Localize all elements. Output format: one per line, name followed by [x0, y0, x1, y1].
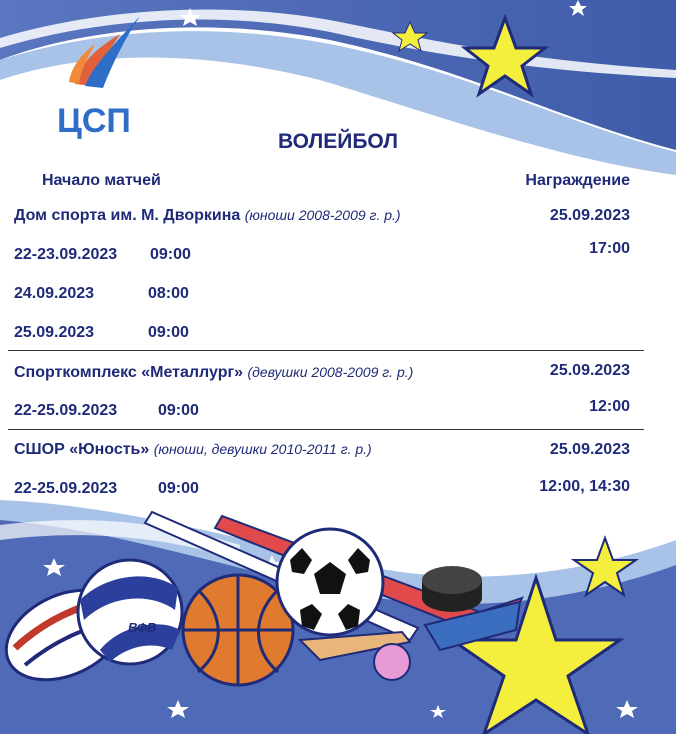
venue-name: СШОР «Юность» — [14, 441, 150, 458]
flame-logo-icon — [69, 16, 140, 88]
header-award: Награждение — [525, 172, 630, 189]
pink-ball-icon — [374, 644, 410, 680]
venue-row — [14, 441, 372, 459]
volleyball-icon — [78, 560, 182, 664]
venue-name: Спорткомплекс «Металлург» — [14, 364, 244, 381]
award-date: 25.09.2023 — [549, 207, 630, 224]
venue-row — [14, 364, 413, 382]
page-title: ВОЛЕЙБОЛ — [278, 130, 398, 153]
divider — [8, 429, 644, 430]
venue-note: (юноши 2008-2009 г. р.) — [244, 207, 401, 223]
schedule-date: 22-23.09.2023 — [14, 246, 118, 263]
logo-text: ЦСП — [57, 102, 131, 139]
ball-label: ВФВ — [128, 620, 157, 635]
header-start: Начало матчей — [42, 172, 161, 189]
schedule-date: 22-25.09.2023 — [14, 402, 118, 419]
divider — [8, 350, 644, 351]
schedule-time: 09:00 — [158, 480, 199, 497]
schedule-date: 24.09.2023 — [14, 285, 95, 302]
venue-name: Дом спорта им. М. Дворкина — [14, 207, 241, 224]
award-date: 25.09.2023 — [549, 362, 630, 379]
award-time: 12:00, 14:30 — [539, 478, 630, 495]
schedule-time: 09:00 — [148, 324, 189, 341]
venue-row — [14, 207, 401, 225]
schedule-time: 09:00 — [158, 402, 199, 419]
venue-note: (девушки 2008-2009 г. р.) — [247, 364, 414, 380]
schedule-time: 09:00 — [150, 246, 191, 263]
award-time: 12:00 — [589, 398, 630, 415]
award-time: 17:00 — [589, 240, 630, 257]
logo — [55, 14, 145, 139]
soccer-ball-icon — [277, 529, 383, 635]
schedule-date: 22-25.09.2023 — [14, 480, 118, 497]
award-date: 25.09.2023 — [549, 441, 630, 458]
venue-note: (юноши, девушки 2010-2011 г. р.) — [153, 441, 372, 457]
hockey-puck-icon — [422, 566, 482, 612]
schedule-date: 25.09.2023 — [14, 324, 95, 341]
schedule-time: 08:00 — [148, 285, 189, 302]
